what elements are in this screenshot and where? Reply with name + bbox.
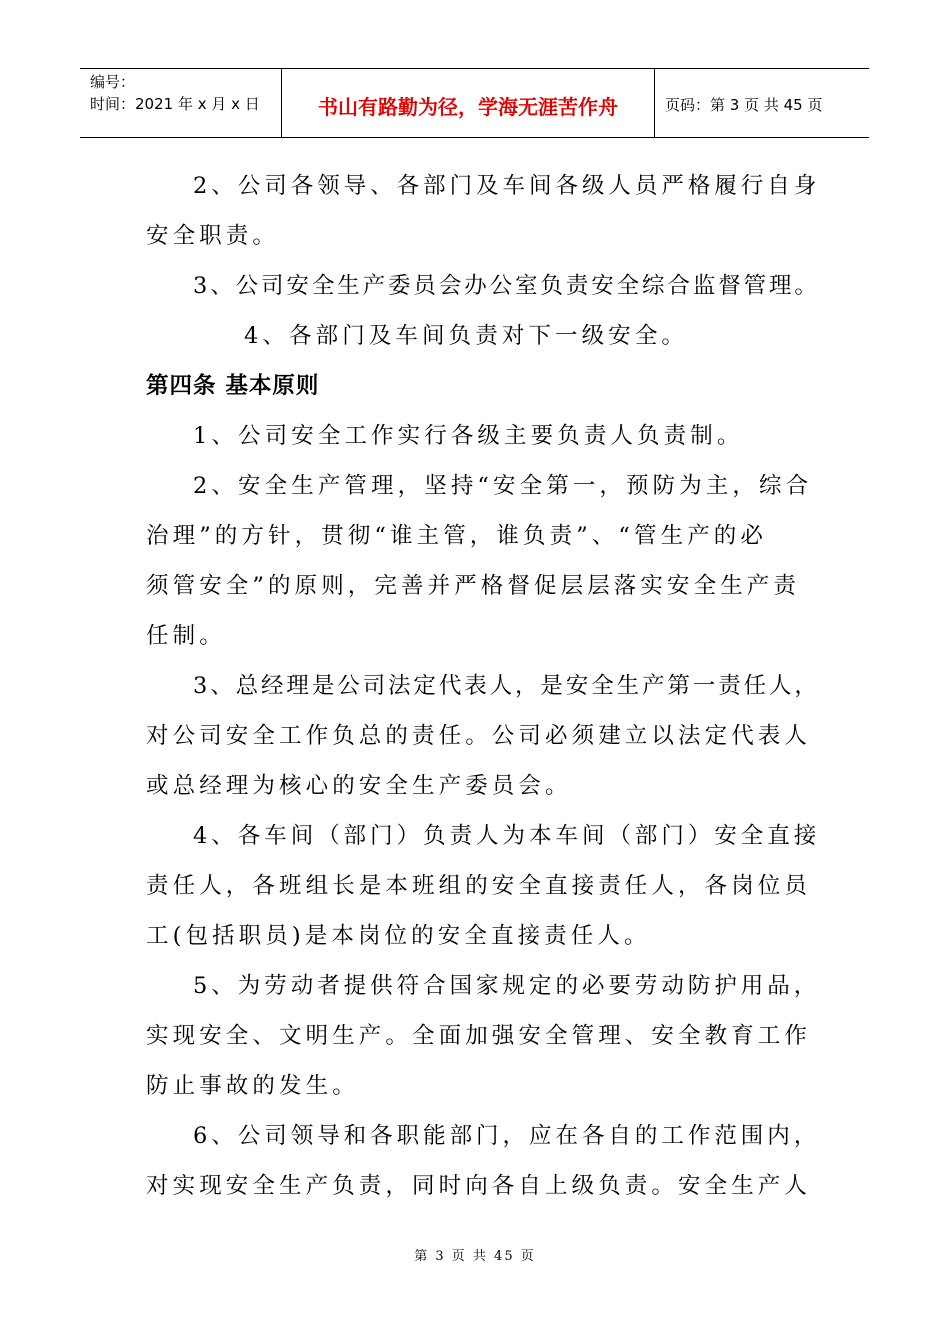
body-line: 对实现安全生产负责，同时向各自上级负责。安全生产人 — [146, 1173, 812, 1199]
body-line: 6、公司领导和各职能部门，应在各自的工作范围内， — [193, 1123, 821, 1149]
body-line: 治理”的方针，贯彻“谁主管，谁负责”、“管生产的必 — [146, 523, 768, 549]
body-line: 3、总经理是公司法定代表人，是安全生产第一责任人， — [193, 673, 820, 699]
body-line: 责任人，各班组长是本班组的安全直接责任人，各岗位员 — [146, 873, 812, 899]
page-header — [80, 68, 869, 138]
document-time-label: 时间：2021 年 x 月 x 日 — [90, 95, 260, 113]
body-line: 任制。 — [146, 623, 226, 649]
document-number-label: 编号： — [90, 73, 136, 91]
body-line: 2、公司各领导、各部门及车间各级人员严格履行自身 — [193, 173, 821, 199]
body-line: 或总经理为核心的安全生产委员会。 — [146, 773, 572, 799]
page-footer: 第 3 页 共 45 页 — [414, 1249, 536, 1264]
body-line: 对公司安全工作负总的责任。公司必须建立以法定代表人 — [146, 723, 812, 749]
body-line: 4、各部门及车间负责对下一级安全。 — [244, 323, 689, 349]
body-line: 实现安全、文明生产。全面加强安全管理、安全教育工作 — [146, 1023, 812, 1049]
body-line: 安全职责。 — [146, 223, 280, 249]
header-motto: 书山有路勤为径，学海无涯苦作舟 — [282, 69, 655, 137]
body-line: 3、公司安全生产委员会办公室负责安全综合监督管理。 — [193, 273, 820, 299]
body-line: 1、公司安全工作实行各级主要负责人负责制。 — [193, 423, 744, 449]
body-line: 5、为劳动者提供符合国家规定的必要劳动防护用品， — [193, 973, 821, 999]
header-page-info: 页码：第 3 页 共 45 页 — [665, 95, 823, 114]
body-line: 2、安全生产管理，坚持“安全第一，预防为主，综合 — [193, 473, 813, 499]
body-line: 工(包括职员)是本岗位的安全直接责任人。 — [146, 923, 651, 949]
body-line: 4、各车间（部门）负责人为本车间（部门）安全直接 — [193, 823, 821, 849]
body-line: 防止事故的发生。 — [146, 1073, 359, 1099]
header-meta — [80, 69, 282, 137]
section-heading: 第四条 基本原则 — [146, 373, 320, 399]
body-line: 须管安全”的原则，完善并严格督促层层落实安全生产责 — [146, 573, 801, 599]
